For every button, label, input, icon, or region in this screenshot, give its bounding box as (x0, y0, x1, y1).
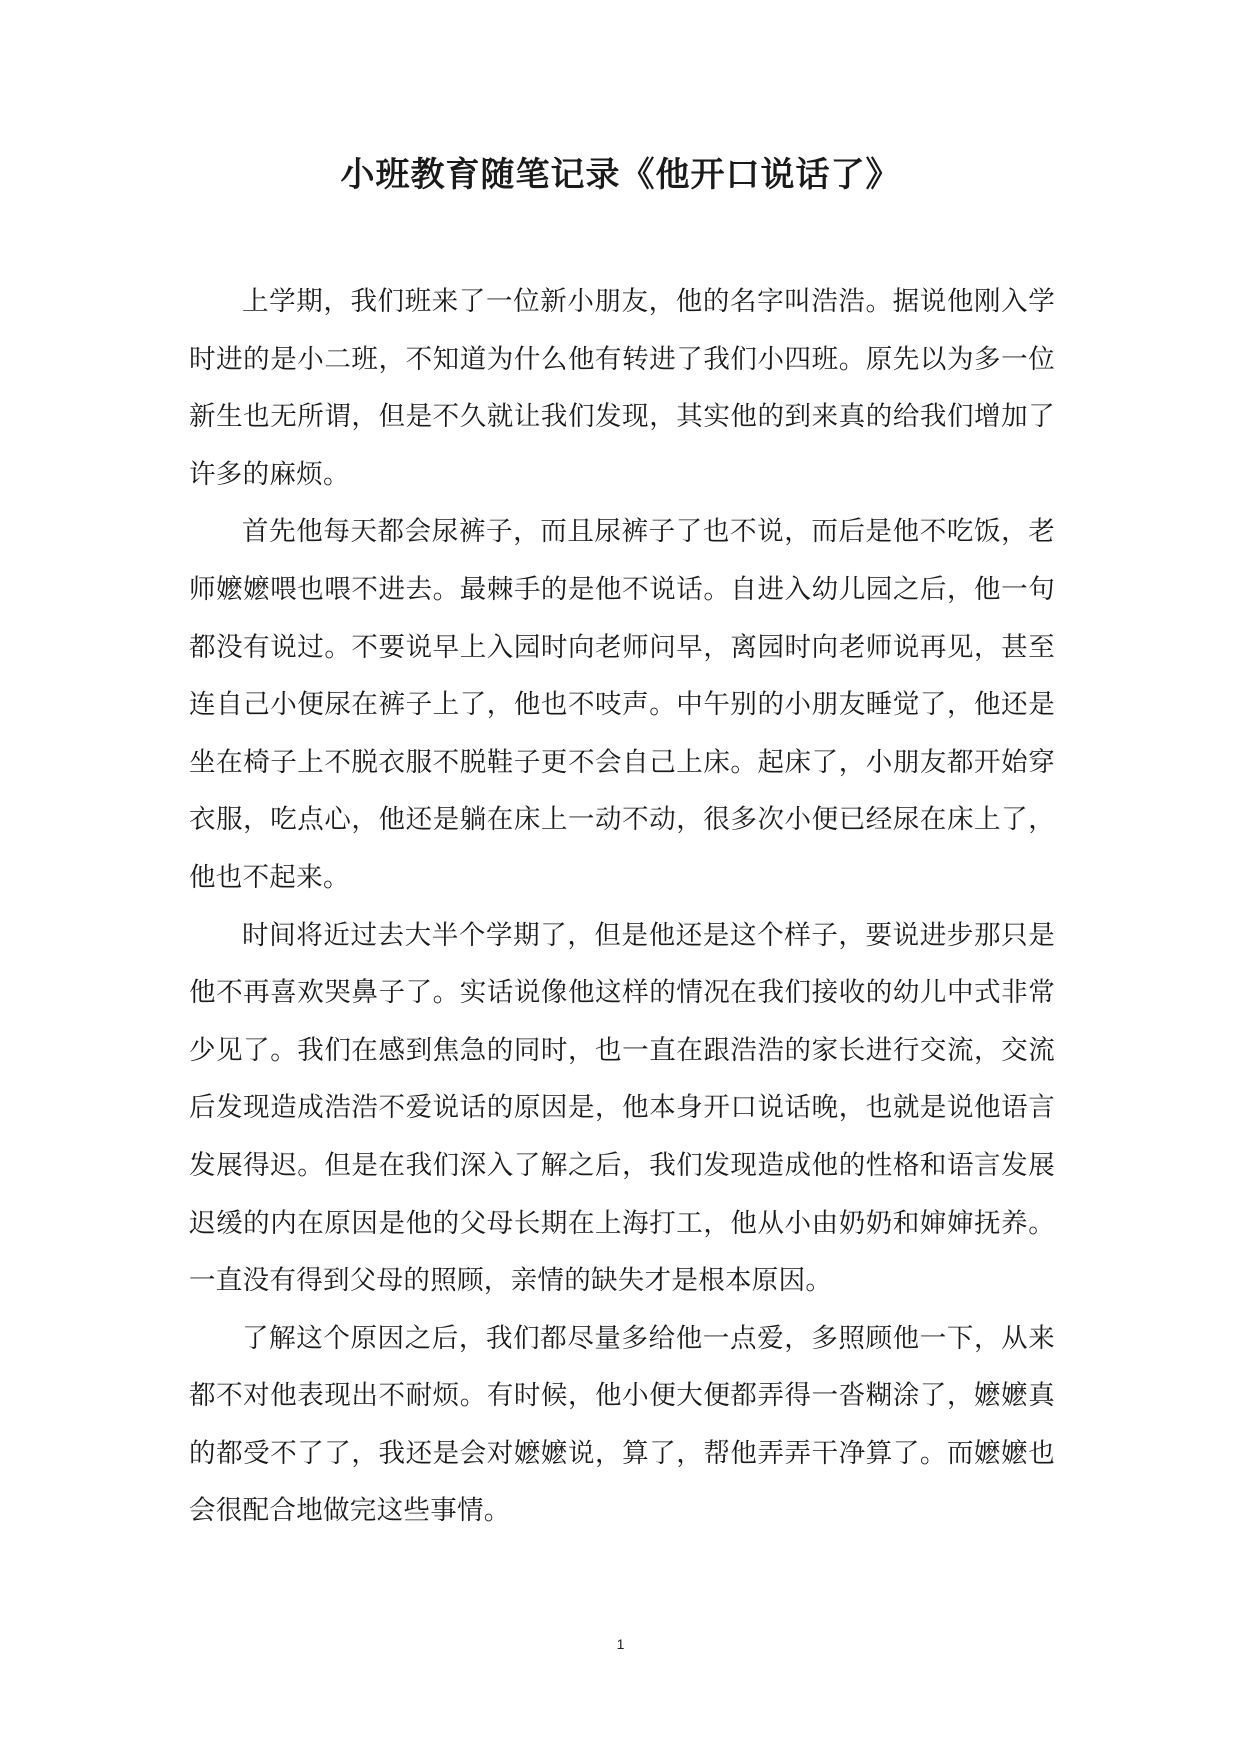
document-title: 小班教育随笔记录《他开口说话了》 (340, 155, 901, 195)
paragraph-4: 了解这个原因之后，我们都尽量多给他一点爱，多照顾他一下，从来都不对他表现出不耐烦。有时候，他小便大便都弄得一沓糊涂了，嬷嬷真的都受不了了，我还是会对嬷嬷说，算了，帮他弄弄干净算了。而嬷嬷也会很配合地做完这些事情。 (189, 1322, 1055, 1527)
document-body (189, 273, 1055, 1540)
paragraph-3: 时间将近过去大半个学期了，但是他还是这个样子，要说进步那只是他不再喜欢哭鼻子了。实话说像他这样的情况在我们接收的幼儿中式非常少见了。我们在感到焦急的同时，也一直在跟浩浩的家长进行交流，交流后发现造成浩浩不爱说话的原因是，他本身开口说话晚，也就是说他语言发展得迟。但是在我们深入了解之后，我们发现造成他的性格和语言发展迟缓的内在原因是他的父母长期在上海打工，他从小由奶奶和婶婶抚养。一直没有得到父母的照顾，亲情的缺失才是根本原因。 (189, 919, 1055, 1297)
paragraph-2: 首先他每天都会尿裤子，而且尿裤子了也不说，而后是他不吃饭，老师嬷嬷喂也喂不进去。最棘手的是他不说话。自进入幼儿园之后，他一句都没有说过。不要说早上入园时向老师问早，离园时向老师说再见，甚至连自己小便尿在裤子上了，他也不吱声。中午别的小朋友睡觉了，他还是坐在椅子上不脱衣服不脱鞋子更不会自己上床。起床了，小朋友都开始穿衣服，吃点心，他还是躺在床上一动不动，很多次小便已经尿在床上了，他也不起来。 (189, 516, 1055, 893)
page-number: 1 (616, 1636, 625, 1652)
paragraph-1: 上学期，我们班来了一位新小朋友，他的名字叫浩浩。据说他刚入学时进的是小二班，不知道为什么他有转进了我们小四班。原先以为多一位新生也无所谓，但是不久就让我们发现，其实他的到来真的给我们增加了许多的麻烦。 (189, 286, 1055, 490)
